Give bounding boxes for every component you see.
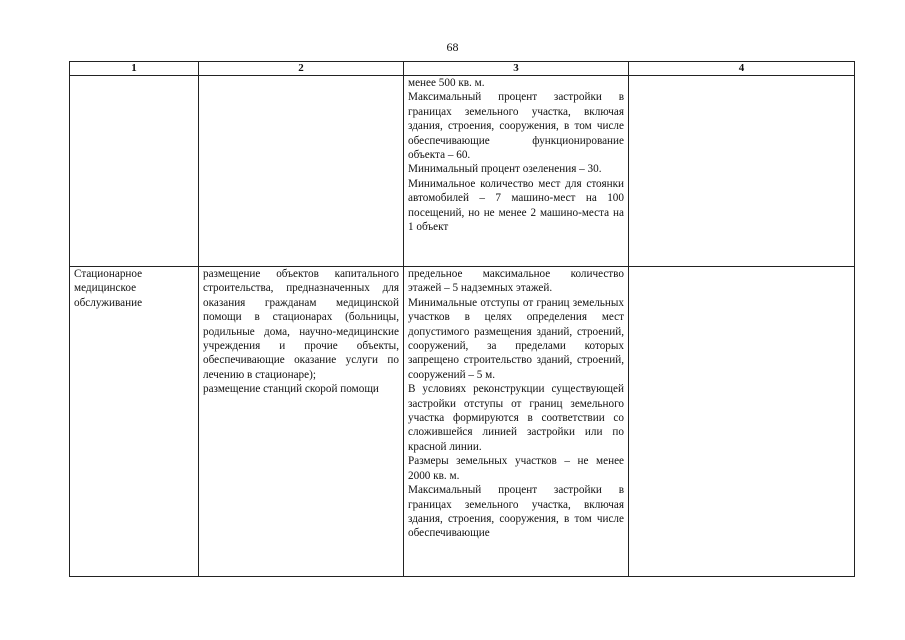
table-row (70, 76, 855, 267)
paragraph: предельное максимальное количество этажей – 5 надземных этажей. (408, 268, 624, 295)
table-row (70, 267, 855, 577)
column-header-3: 3 (404, 62, 629, 76)
paragraph: размещение объектов капитального строительства, предназначенных для оказания гражданам медицинской помощи в стационарах (больницы, родильные дома, научно-медицинские учреждения и прочие объекты, обеспечивающие оказание услуги по лечению в стационаре); (203, 268, 399, 381)
row-b-col4 (629, 267, 855, 577)
paragraph: менее 500 кв. м. (408, 77, 485, 89)
paragraph: размещение станций скорой помощи (203, 383, 379, 396)
row-b-col1: Стационарное медицинское обслуживание (70, 267, 199, 577)
row-a-col4 (629, 76, 855, 267)
row-a-col3 (404, 76, 629, 267)
paragraph: Минимальные отступы от границ земельных участков в целях определения мест допустимого размещения зданий, строений, сооружений, за пределами которых запрещено строительство зданий, строений, сооружений – 5 м. (408, 296, 624, 381)
paragraph: Максимальный процент застройки в границах земельного участка, включая здания, строения, сооружения, в том числе обеспечивающие (408, 484, 624, 540)
paragraph: Минимальный процент озеленения – 30. (408, 163, 602, 176)
page-number: 68 (446, 40, 459, 54)
paragraph: Минимальное количество мест для стоянки автомобилей – 7 машино-мест на 100 посещений, но не менее 2 машино-места на 1 объект (408, 177, 624, 234)
row-a-col1 (70, 76, 199, 267)
row-b-col3 (404, 267, 629, 577)
table-header-row (70, 62, 855, 76)
paragraph: Максимальный процент застройки в границах земельного участка, включая здания, строения, сооружения, в том числе обеспечивающие функционирование объекта – 60. (408, 91, 624, 162)
column-header-1: 1 (70, 62, 199, 76)
column-header-4: 4 (629, 62, 855, 76)
paragraph: Размеры земельных участков – не менее 2000 кв. м. (408, 455, 624, 482)
row-a-col2 (199, 76, 404, 267)
regulations-table (69, 61, 855, 577)
row-b-col2 (199, 267, 404, 577)
paragraph: В условиях реконструкции существующей застройки отступы от границ земельного участка формируются в соответствии со сложившейся линией застройки или по красной линии. (408, 383, 624, 453)
column-header-2: 2 (199, 62, 404, 76)
